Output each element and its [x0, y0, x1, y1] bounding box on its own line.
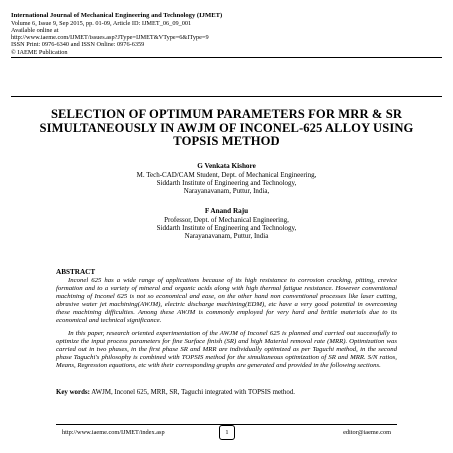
- author-affiliation-line: Narayanavanam, Puttur, India,: [183, 187, 270, 196]
- page-number: 1: [219, 425, 235, 440]
- header-rule-bottom: [11, 96, 442, 97]
- author-name: F Anand Raju: [204, 207, 249, 215]
- keywords-text: AWJM, Inconel 625, MRR, SR, Taguchi integrated with TOPSIS method.: [91, 389, 295, 396]
- abstract-body: [56, 277, 397, 370]
- issn-info: ISSN Print: 0976-6340 and ISSN Online: 0976-6359: [11, 41, 145, 49]
- abstract-paragraph: In this paper, research oriented experimentation of the AWJM of Inconel 625 is planned and carried out successfully to optimize the input process parameters for fine Surface finish (SR) and high Material removal rate (MRR). Optimization was carried out in two phases, in the first phase SR and MRR are individually optimized as per Taguchi method, in the second phase Taguchi's philosophy is combined with TOPSIS method for the simultaneous optimization of SR and MRR. S/N ratios, Means, Regression equations, etc with their corresponding graphs are generated and provided in the following sections.: [56, 330, 397, 369]
- volume-info: Volume 6, Issue 9, Sep 2015, pp. 01-09, Article ID: IJMET_06_09_001: [11, 19, 192, 27]
- author-block-2: [20, 207, 433, 241]
- author-affiliation-line: M. Tech-CAD/CAM Student, Dept. of Mechanical Engineering,: [136, 171, 317, 179]
- author-name: G Venkata Kishore: [197, 162, 256, 170]
- journal-masthead: [11, 12, 441, 56]
- keywords-label: Key words:: [56, 389, 90, 396]
- footer-url[interactable]: http://www.iaeme.com/IJMET/index.asp: [62, 429, 165, 436]
- issue-url[interactable]: http://www.iaeme.com/IJMET/issues.asp?JType=IJMET&VType=6&IType=9: [11, 34, 209, 42]
- journal-name: International Journal of Mechanical Engineering and Technology (IJMET): [11, 12, 223, 19]
- abstract-heading: ABSTRACT: [56, 268, 96, 276]
- publisher-copyright: © IAEME Publication: [11, 48, 68, 56]
- header-rule-top: [11, 57, 442, 58]
- abstract-paragraph: Inconel 625 has a wide range of applications because of its high resistance to corrosion cracking, pitting, crevice formation and to a variety of mineral and organic acids along with high thermal fatigue resistance. However conventional machining of Inconel 625 is not so economical and ease, on the other hand non conventional processes like laser cutting, abrasive water jet machining(AWJM), electric discharge machining(EDM), etc have a very good potential in overcoming these machining difficulties. Among these AWJM is commonly employed for very hard and brittle materials due to its economical and technical significance.: [56, 277, 397, 324]
- paper-title: SELECTION OF OPTIMUM PARAMETERS FOR MRR & SR SIMULTANEOUSLY IN AWJM OF INCONEL-625 ALLOY USING TOPSIS METHOD: [39, 107, 414, 149]
- footer-email[interactable]: editor@iaeme.com: [343, 429, 391, 436]
- available-online-label: Available online at: [11, 26, 59, 34]
- page-footer: [56, 425, 397, 441]
- author-affiliation-line: Narayanavanam, Puttur, India: [184, 232, 269, 241]
- author-affiliation-line: Professor, Dept. of Mechanical Engineering,: [164, 216, 289, 224]
- author-affiliation-line: Siddarth Institute of Engineering and Technology,: [156, 224, 297, 233]
- author-affiliation-line: Siddarth Institute of Engineering and Technology,: [156, 179, 297, 188]
- author-block-1: [20, 162, 433, 196]
- keywords: [56, 389, 397, 397]
